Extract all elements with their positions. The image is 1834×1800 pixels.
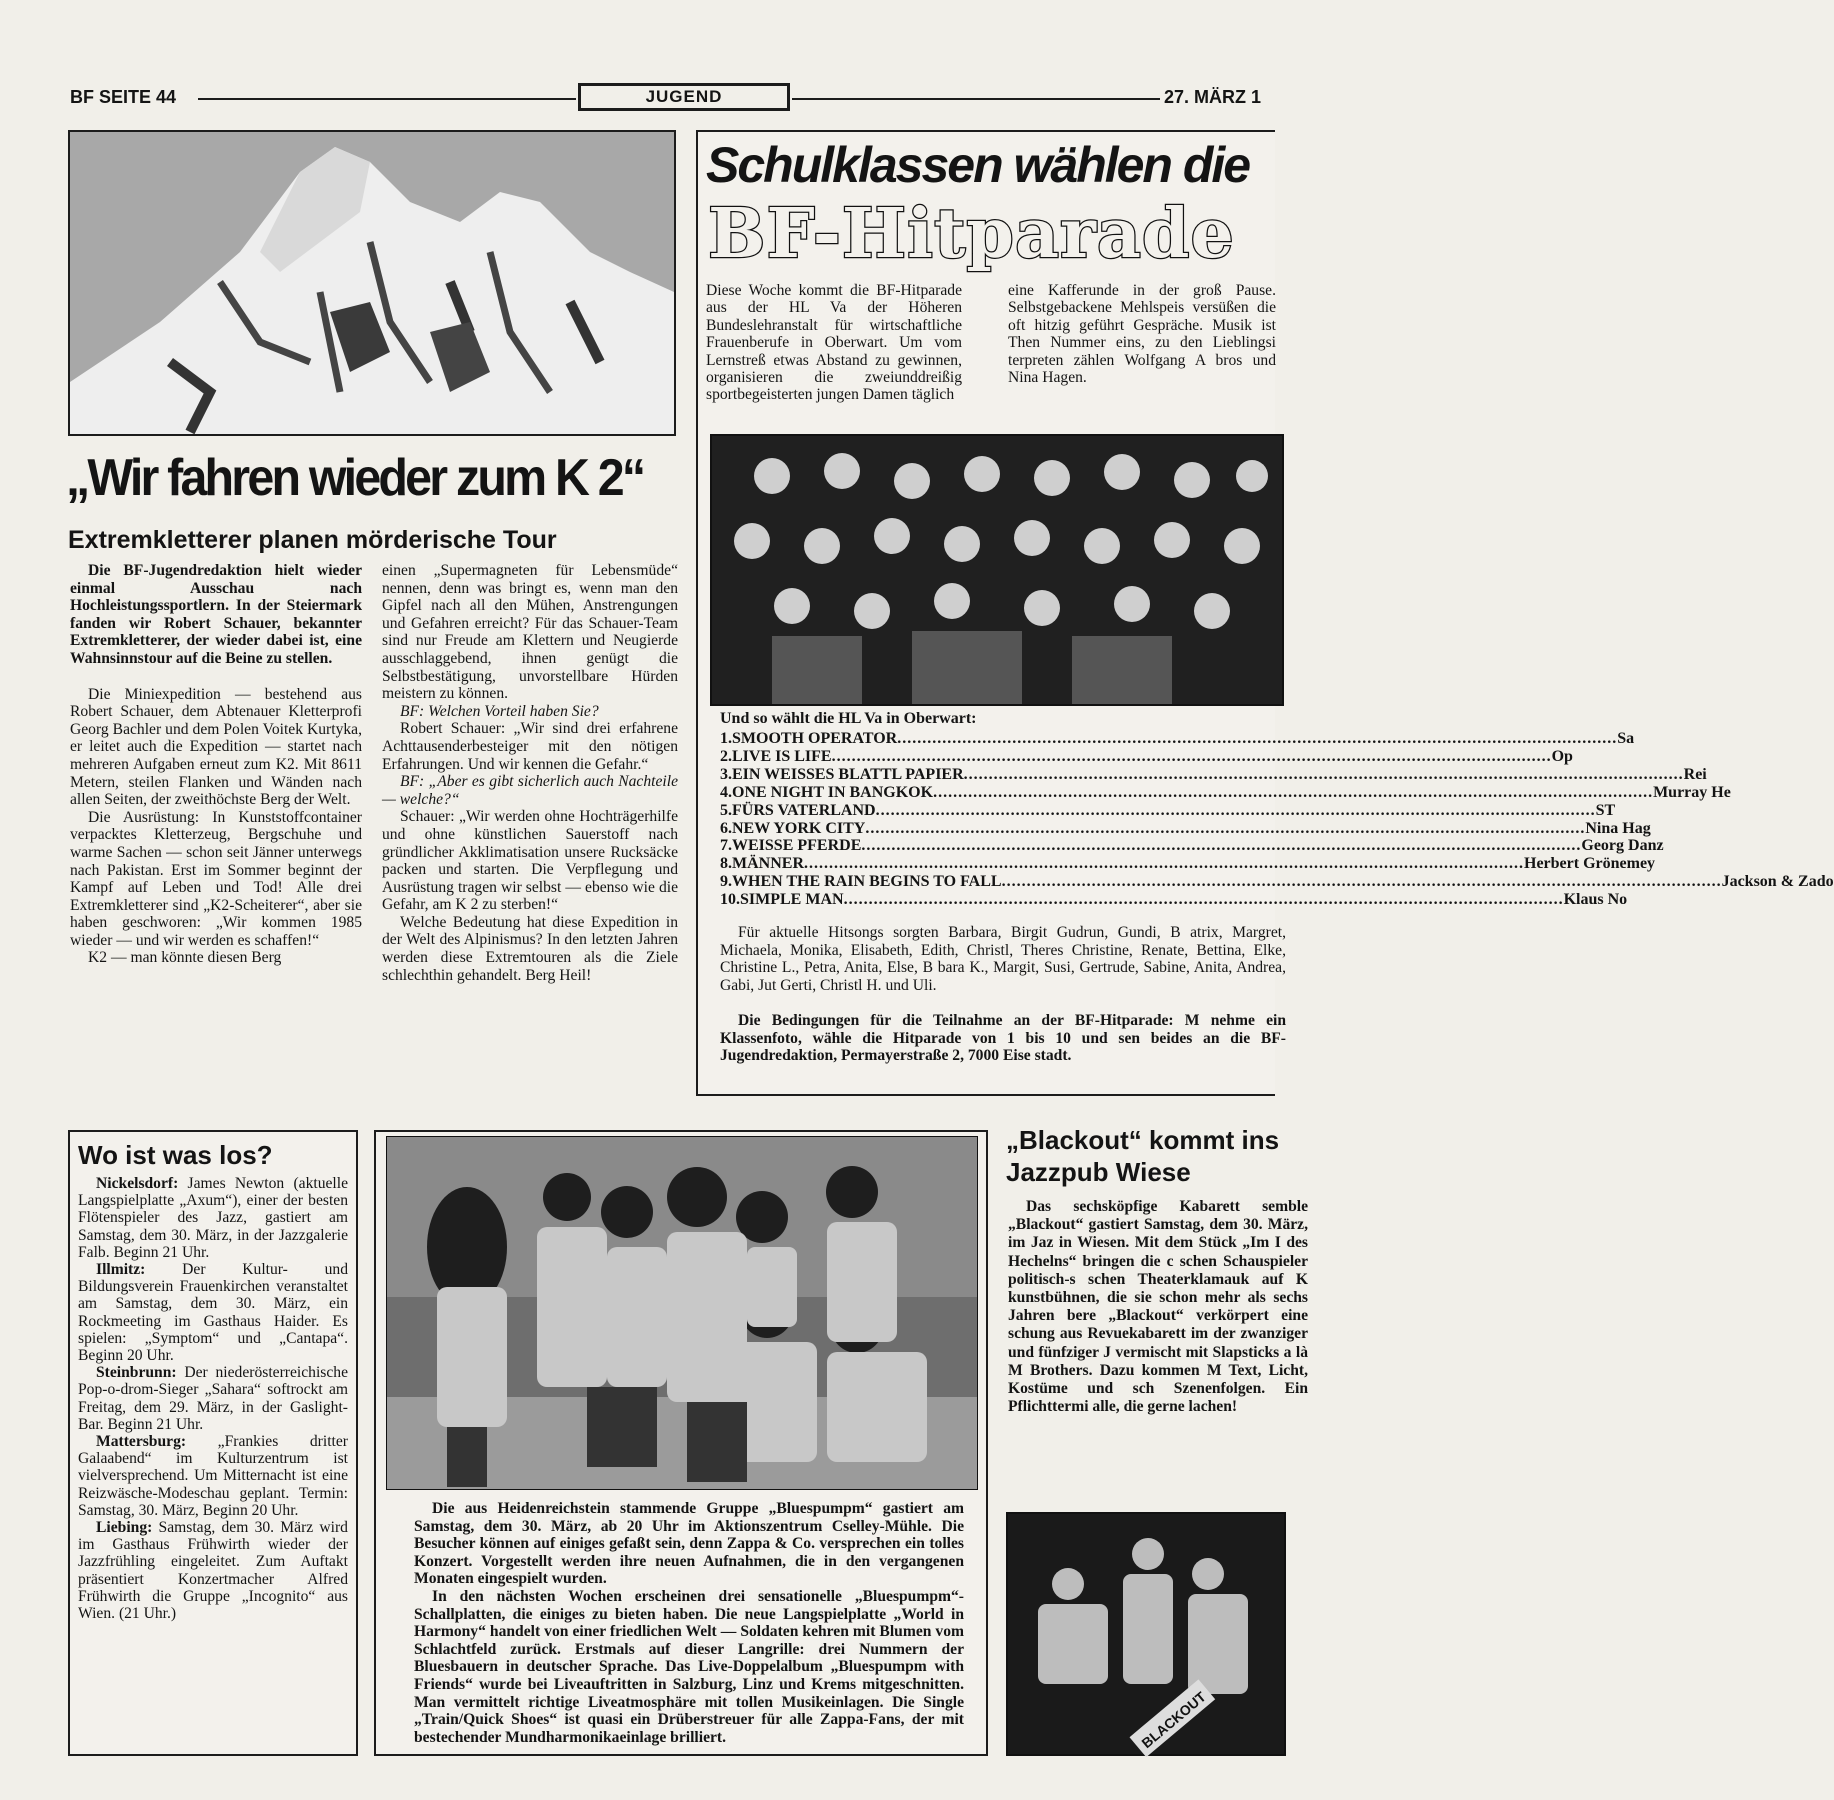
header-rule-right xyxy=(792,98,1160,100)
chart-artist: Rei xyxy=(1683,765,1707,783)
chart-entry xyxy=(720,837,1664,855)
bluespumpm-box xyxy=(374,1130,988,1756)
event-item xyxy=(78,1175,348,1261)
chart-entry xyxy=(720,747,1573,766)
chart-leader-dots xyxy=(1002,873,1722,891)
k2-lead: Die BF-Jugendredaktion hielt wieder einmal Ausschau nach Hochleistungssportlern. In der Steiermark fanden wir Robert Schauer, bekannter Extremkletterer, der wieder dabei ist, eine Wahnsinnstour auf die Beine zu stellen. xyxy=(70,562,362,667)
chart-leader-dots xyxy=(804,855,1524,873)
chart-leader-dots xyxy=(844,891,1564,909)
event-text: Der Kultur- und Bildungsverein Frauenkirchen veranstaltet am Samstag, dem 30. März, ein Rockmeeting im Gasthaus Haider. Es spielen: „Symptom“ und „Cantapa“. Beginn 20 Uhr. xyxy=(78,1261,349,1365)
bluespumpm-text xyxy=(414,1500,964,1746)
event-place: Mattersburg: xyxy=(96,1433,187,1451)
hitparade-kicker: Schulklassen wählen die xyxy=(706,137,1250,193)
k2-headline: „Wir fahren wieder zum K 2“ xyxy=(66,449,644,507)
events-list xyxy=(78,1175,348,1622)
blackout-sign-text: BLACKOUT xyxy=(1138,1688,1209,1752)
chart-entry xyxy=(720,730,1635,748)
event-item xyxy=(78,1261,348,1364)
chart-song: WEISSE PFERDE xyxy=(732,837,862,855)
event-place: Nickelsdorf: xyxy=(96,1175,179,1192)
chart-artist: Herbert Grönemey xyxy=(1524,855,1656,873)
chart-leader-dots xyxy=(865,820,1585,838)
chart-song: LIVE IS LIFE xyxy=(732,747,832,765)
hitparade-box xyxy=(696,130,1834,1096)
k2-answer: Robert Schauer: „Wir sind drei erfahrene Achttausenderbesteiger mit den nötigen Erfahrungen. Und wir kennen die Gefahr.“ xyxy=(382,720,678,773)
k2-answer: Schauer: „Wir werden ohne Hochträgerhilfe und ohne künstlichen Sauerstoff nach gründlicher Akklimatisation unsere Rucksäcke packen und starten. Die Verpflegung und Ausrüstung tragen wir selbst — ebenso wie die Gefahr, am K 2 zu sterben!“ xyxy=(382,808,678,914)
event-item xyxy=(78,1519,348,1622)
chart-entry xyxy=(720,891,1628,909)
chart-rank: 8. xyxy=(720,855,732,873)
chart-entry xyxy=(720,783,1731,802)
chart-leader-dots xyxy=(897,730,1617,748)
hitparade-intro-1: Diese Woche kommt die BF-Hitparade aus der HL Va der Höheren Bundeslehranstalt für wirtschaftliche Frauenberufe in Oberwart. Um vom Lernstreß etwas Abstand zu gewinnen, organisieren die zweiunddreißig sportbegeisterten jungen Damen täglich xyxy=(706,282,962,404)
chart-artist: Op xyxy=(1551,747,1573,765)
k2-paragraph: Die Ausrüstung: In Kunststoffcontainer verpacktes Kletterzeug, Bergschuhe und warme Sachen — schon seit Jänner unterwegs nach Pakistan. Erst im Sommer beginnt der Kampf auf Leben und Tod! Alle drei Extremkletterer sind „K2-Scheiterer“, aber sie haben geschworen: „Wir kommen 1985 wieder — und wir werden es schaffen!“ xyxy=(70,808,362,949)
chart-rank: 2. xyxy=(720,747,732,765)
page-label: BF SEITE 44 xyxy=(70,87,177,107)
hitparade-title: BF-Hitparade xyxy=(708,194,1235,274)
chart-rank: 10. xyxy=(720,891,740,909)
chart-leader-dots xyxy=(876,802,1596,820)
chart-rank: 1. xyxy=(720,730,732,747)
chart-rank: 4. xyxy=(720,783,732,801)
hitparade-conditions: Die Bedingungen für die Teilnahme an der BF-Hitparade: M nehme ein Klassenfoto, wähle die Hitparade von 1 bis 10 und sen beides an die BF-Jugendredaktion, Permayerstraße 2, 7000 Eise stadt. xyxy=(720,1012,1286,1065)
k2-question: BF: Welchen Vorteil haben Sie? xyxy=(400,702,599,720)
hitparade-credits: Für aktuelle Hitsongs sorgten Barbara, Birgit Gudrun, Gundi, B atrix, Margret, Michaela, Monika, Elisabeth, Edith, Christl, Theres Christine, Renate, Bettina, Elke, Christine L., Petra, Anita, Else, B bara K., Margit, Susi, Gertrude, Sabine, Anita, Andrea, Gabi, Jut Gerti, Christl H. und Uli. xyxy=(720,924,1286,994)
chart-entry xyxy=(720,801,1616,820)
event-text: Samstag, dem 30. März wird im Gasthaus Frühwirth wieder der Jazzfrühling eingeleitet. Zum Auftakt präsentiert Konzertmacher Alfred Frühwirth die Gruppe „Incognito“ aus Wien. (21 Uhr.) xyxy=(78,1519,348,1623)
k2-paragraph: einen „Supermagneten für Lebensmüde“ nennen, denn was bringt es, wenn man den Gipfel nach all den Mühen, Anstrengungen und Gefahren erreicht? Für das Schauer-Team sind nur Freude am Klettern und Neugierde ausschlaggebend, ihnen genügt die Selbstbestätigung, unvorstellbare Hürden meistern zu können. xyxy=(382,562,678,703)
chart-song: MÄNNER xyxy=(732,855,804,873)
header-rule-left xyxy=(198,98,576,100)
chart-song: FÜRS VATERLAND xyxy=(732,801,876,819)
events-title: Wo ist was los? xyxy=(78,1140,273,1170)
chart-entry xyxy=(720,855,1656,873)
k2-paragraph: Welche Bedeutung hat diese Expedition in der Welt des Alpinismus? In den letzten Jahren werden diese Extremtouren als die Ziele schlechthin gehandelt. Berg Heil! xyxy=(382,913,678,984)
chart-rank: 3. xyxy=(720,765,732,783)
blackout-headline: „Blackout“ kommt ins Jazzpub Wiese xyxy=(1006,1125,1280,1187)
chart-rank: 9. xyxy=(720,873,732,891)
blackout-photo xyxy=(1006,1512,1286,1756)
bluespumpm-paragraph: In den nächsten Wochen erscheinen drei sensationelle „Bluespumpm“-Schallplatten, die einiges zu bieten haben. Die neue Langspielplatte „World in Harmony“ handelt von einer friedlichen Welt — Soldaten kehren mit Blumen vom Schlachtfeld zurück. Erstmals auf dieser Langrille: drei Nummern der Bluesbauern in deutscher Sprache. Das Live-Doppelalbum „Bluespumpm with Friends“ wurde bei Liveauftritten in Salzburg, Linz und Krems mitgeschnitten. Man vermittelt richtige Liveatmosphäre mit tollen Musikeinlagen. Die Single „Train/Quick Shoes“ ist quasi ein Drüberstreuer für alle Zappa-Fans, der mit bestechender Mundharmonikaeinlage brilliert. xyxy=(414,1587,964,1746)
event-text: „Frankies dritter Galaabend“ im Kulturzentrum ist vielversprechend. Um Mitternacht ist eine Reizwäsche-Modeschau geplant. Termin: Samstag, 30. März, Beginn 20 Uhr. xyxy=(78,1433,348,1519)
blackout-text: Das sechsköpfige Kabarett semble „Blackout“ gastiert Samstag, dem 30. März, im Jaz in Wiesen. Mit dem Stück „Im I des Hechelns“ bringen die c schen Schauspieler politisch-s schen Theaterklamauk auf K kunstbühnen, die sie schon mehr als sechs Jahren bere „Blackout“ verkörpert eine schung aus Revuekabarett im der zwanziger und fünfziger J vermischt mit Slapsticks a là M Brothers. Dazu kommen M Text, Licht, Kostüme und sch Szenenfolgen. Ein Pflichttermi alle, die gerne lachen! xyxy=(1008,1198,1308,1416)
event-text: Der niederösterreichische Pop-o-drom-Sieger „Sahara“ softrockt am Freitag, dem 29. März, in der Gaslight-Bar. Beginn 21 Uhr. xyxy=(78,1364,348,1433)
band-photo xyxy=(386,1136,978,1490)
chart-artist: ST xyxy=(1595,801,1616,819)
chart-artist: Klaus No xyxy=(1563,891,1628,909)
page-date: 27. MÄRZ 1 xyxy=(1164,87,1262,107)
class-photo xyxy=(710,434,1284,706)
event-place: Steinbrunn: xyxy=(96,1364,177,1382)
bluespumpm-paragraph: Die aus Heidenreichstein stammende Gruppe „Bluespumpm“ gastiert am Samstag, dem 30. März, ab 20 Uhr im Aktionszentrum Cselley-Mühle. Die Besucher können auf einiges gefaßt sein, denn Zappa & Co. versprechen ein tolles Konzert. Vorgestellt werden ihre neuen Aufnahmen, die in den vergangenen Monaten eingespielt wurden. xyxy=(414,1500,964,1588)
chart-leader-dots xyxy=(964,766,1684,784)
chart-entry xyxy=(720,765,1707,784)
chart-heading: Und so wählt die HL Va in Oberwart: xyxy=(720,710,977,727)
chart-song: SMOOTH OPERATOR xyxy=(732,730,898,747)
chart-rank: 5. xyxy=(720,801,732,819)
chart-song: ONE NIGHT IN BANGKOK xyxy=(732,783,934,801)
k2-column-2 xyxy=(382,562,678,984)
chart-leader-dots xyxy=(933,784,1653,802)
event-place: Illmitz: xyxy=(96,1261,146,1279)
events-box xyxy=(68,1130,358,1756)
section-label-text: JUGEND xyxy=(645,87,723,106)
chart-song: NEW YORK CITY xyxy=(732,819,866,837)
chart-artist: Sa xyxy=(1617,730,1635,747)
chart-rank: 6. xyxy=(720,819,732,837)
hitparade-intro-2: eine Kafferunde in der groß Pause. Selbstgebackene Mehlspeis versüßen die oft hitzig geführt Gespräche. Musik ist Then Nummer eins, zu den Lieblingsi terpreten zählen Wolfgang A bros und Nina Hagen. xyxy=(1008,282,1276,387)
chart-song: EIN WEISSES BLATTL PAPIER xyxy=(732,765,964,783)
chart-entry xyxy=(720,873,1834,891)
event-text: James Newton (aktuelle Langspielplatte „Axum“), einer der besten Flötenspieler des Jazz, gastiert am Samstag, dem 30. März, in der Jazzgalerie Falb. Beginn 21 Uhr. xyxy=(78,1175,349,1261)
hitparade-chart xyxy=(720,730,1834,909)
k2-subhead: Extremkletterer planen mörderische Tour xyxy=(68,526,557,554)
k2-column-1 xyxy=(70,562,362,967)
event-item xyxy=(78,1433,348,1519)
chart-leader-dots xyxy=(861,837,1581,855)
k2-paragraph: K2 — man könnte diesen Berg xyxy=(88,949,282,967)
chart-artist: Nina Hag xyxy=(1585,819,1651,837)
event-item xyxy=(78,1364,348,1433)
k2-question: BF: „Aber es gibt sicherlich auch Nachteile — welche?“ xyxy=(382,773,678,808)
chart-artist: Georg Danz xyxy=(1581,837,1664,855)
chart-song: SIMPLE MAN xyxy=(740,891,844,909)
chart-song: WHEN THE RAIN BEGINS TO FALL xyxy=(732,873,1002,891)
section-label xyxy=(578,83,790,111)
k2-mountain-photo xyxy=(68,130,676,436)
chart-leader-dots xyxy=(832,748,1552,766)
k2-paragraph: Die Miniexpedition — bestehend aus Robert Schauer, dem Abtenauer Kletterprofi Georg Bachler und dem Polen Voitek Kurtyka, er leitet auch die Expedition — startet nach mehreren Aufgaben erneut zum K2. Mit 8611 Metern, steilen Flanken und Wänden nach allen Seiten, der zweithöchste Berg der Welt. xyxy=(70,685,362,809)
chart-artist: Jackson & Zado xyxy=(1721,873,1834,891)
chart-artist: Murray He xyxy=(1653,783,1731,801)
chart-rank: 7. xyxy=(720,837,732,855)
chart-entry xyxy=(720,819,1651,838)
event-place: Liebing: xyxy=(96,1519,153,1537)
